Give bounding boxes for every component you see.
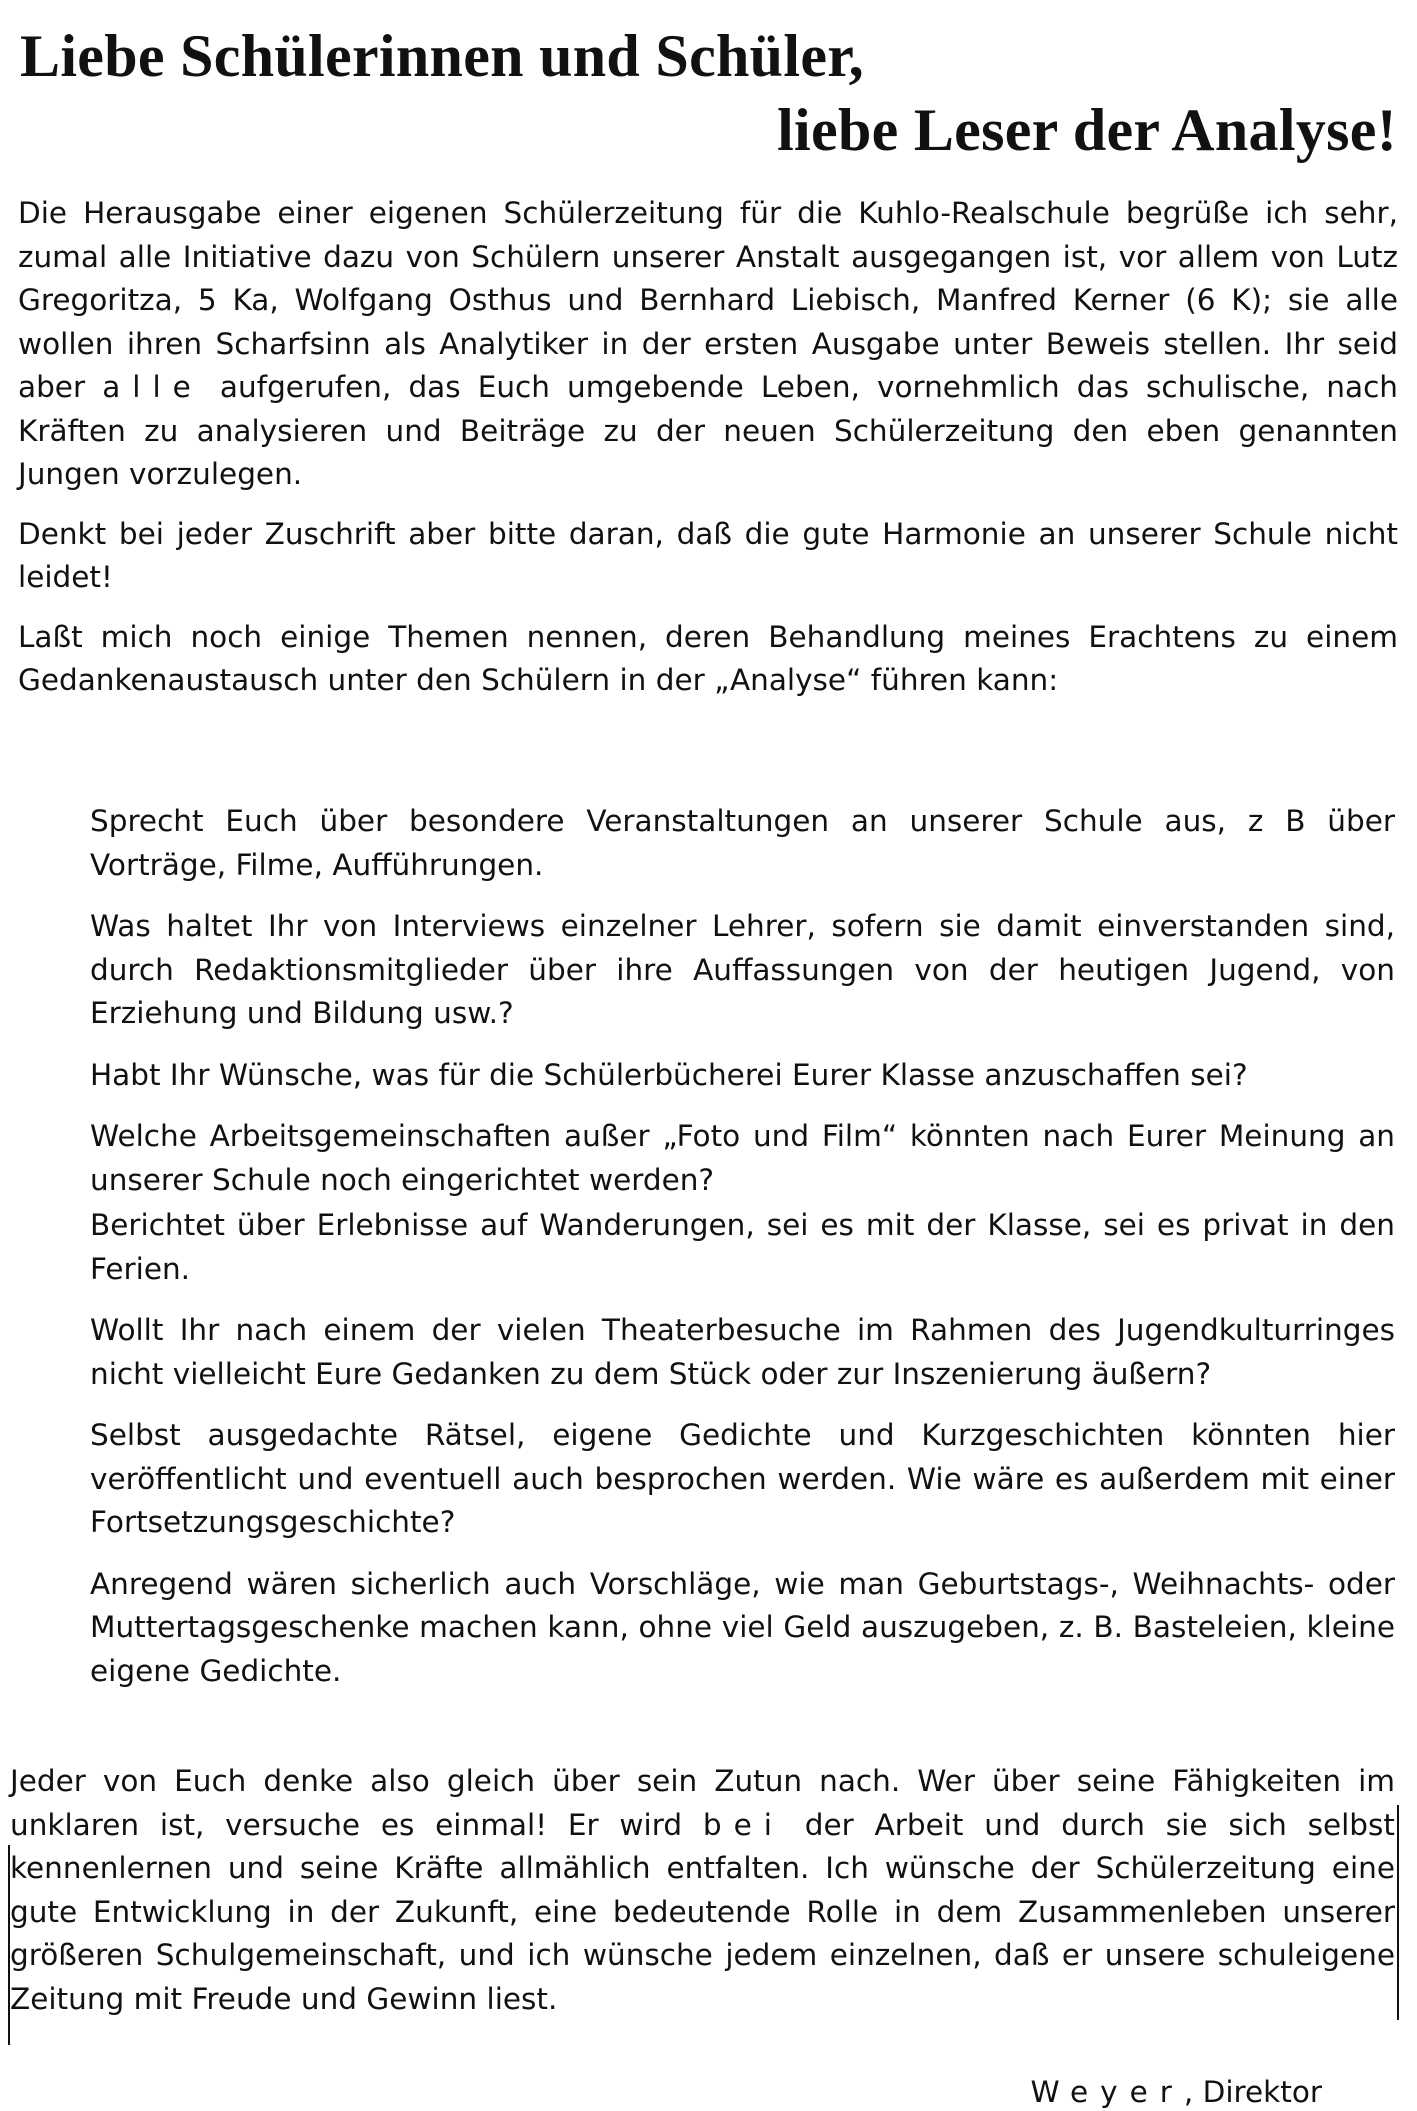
intro-paragraph-1 — [18, 192, 1398, 497]
topic-item: Anregend wären sicherlich auch Vorschläge, wie man Geburtstags-, Weihnachts- oder Muttertagsgeschenke machen kann, ohne viel Geld auszugeben, z. B. Basteleien, kleine eigene Gedichte. — [90, 1566, 1395, 1688]
emphasis-alle: alle — [102, 370, 203, 404]
topic-item: Welche Arbeitsgemeinschaften außer „Foto und Film“ könnten nach Eurer Meinung an unserer Schule noch eingerichtet werden? — [90, 1119, 1395, 1197]
heading-line-1: Liebe Schülerinnen und Schüler, — [20, 23, 864, 89]
right-margin-line — [1397, 1805, 1399, 2020]
topic-list — [90, 800, 1395, 1711]
intro-section — [18, 192, 1398, 719]
left-margin-line — [8, 1845, 10, 2045]
closing-text-a: Jeder von Euch denke also gleich über sein Zutun nach. Wer über seine Fähigkeiten im unklaren ist, versuche es einmal! Er wird — [10, 1764, 1395, 1842]
intro-paragraph-1-text: Die Herausgabe einer eigenen Schülerzeitung für die Kuhlo-Realschule begrüße ich sehr, zumal alle Initiative dazu von Schülern unserer Anstalt ausgegangen ist, vor allem von Lutz Gregoritza, 5 Ka, Wolfgang Osthus und Bernhard Liebisch, Manfred Kerner (6 K); sie alle wollen ihren Scharfsinn als Analytiker in der ersten Ausgabe unter Beweis stellen. Ihr seid aber — [18, 196, 1398, 404]
signature-title: , Direktor — [1183, 2075, 1322, 2109]
topic-item: Selbst ausgedachte Rätsel, eigene Gedichte und Kurzgeschichten könnten hier veröffentlicht und eventuell auch besprochen werden. Wie wäre es außerdem mit einer Fortsetzungsgeschichte? — [90, 1418, 1395, 1539]
intro-paragraph-1-rest: aufgerufen, das Euch umgebende Leben, vornehmlich das schulische, nach Kräften zu analysieren und Beiträge zu der neuen Schülerzeitung den eben genannten Jungen vorzulegen. — [18, 370, 1398, 491]
topic-item: Wollt Ihr nach einem der vielen Theaterbesuche im Rahmen des Jugendkulturringes nicht vielleicht Eure Gedanken zu dem Stück oder zur Inszenierung äußern? — [90, 1313, 1395, 1391]
heading-line-2: liebe Leser der Analyse! — [777, 97, 1397, 163]
intro-paragraph-2: Denkt bei jeder Zuschrift aber bitte daran, daß die gute Harmonie an unserer Schule nicht leidet! — [18, 516, 1398, 594]
intro-paragraph-3: Laßt mich noch einige Themen nennen, deren Behandlung meines Erachtens zu einem Gedankenaustausch unter den Schülern in der „Analyse“ führen kann: — [18, 619, 1398, 697]
topic-item: Berichtet über Erlebnisse auf Wanderungen, sei es mit der Klasse, sei es privat in den Ferien. — [90, 1208, 1395, 1286]
topic-item: Sprecht Euch über besondere Veranstaltungen an unserer Schule aus, z B über Vorträge, Filme, Aufführungen. — [90, 804, 1395, 882]
closing-text-b: der Arbeit und durch sie sich selbst kennenlernen und seine Kräfte allmählich entfalten. Ich wünsche der Schülerzeitung eine gute Entwicklung in der Zukunft, eine bedeutende Rolle in dem Zusammenleben unserer größeren Schulgemeinschaft, und ich wünsche jedem einzelnen, daß er unsere schuleigene Zeitung mit Freude und Gewinn liest. — [10, 1807, 1395, 2016]
emphasis-bei: bei — [702, 1807, 784, 1842]
signature — [1030, 2075, 1322, 2109]
signature-name: Weyer — [1030, 2075, 1184, 2109]
topic-item: Was haltet Ihr von Interviews einzelner Lehrer, sofern sie damit einverstanden sind, durch Redaktionsmitglieder über ihre Auffassungen von der heutigen Jugend, von Erziehung und Bildung usw.? — [90, 909, 1395, 1030]
closing-paragraph — [10, 1760, 1395, 2021]
topic-item: Habt Ihr Wünsche, was für die Schülerbücherei Eurer Klasse anzuschaffen sei? — [90, 1057, 1248, 1092]
